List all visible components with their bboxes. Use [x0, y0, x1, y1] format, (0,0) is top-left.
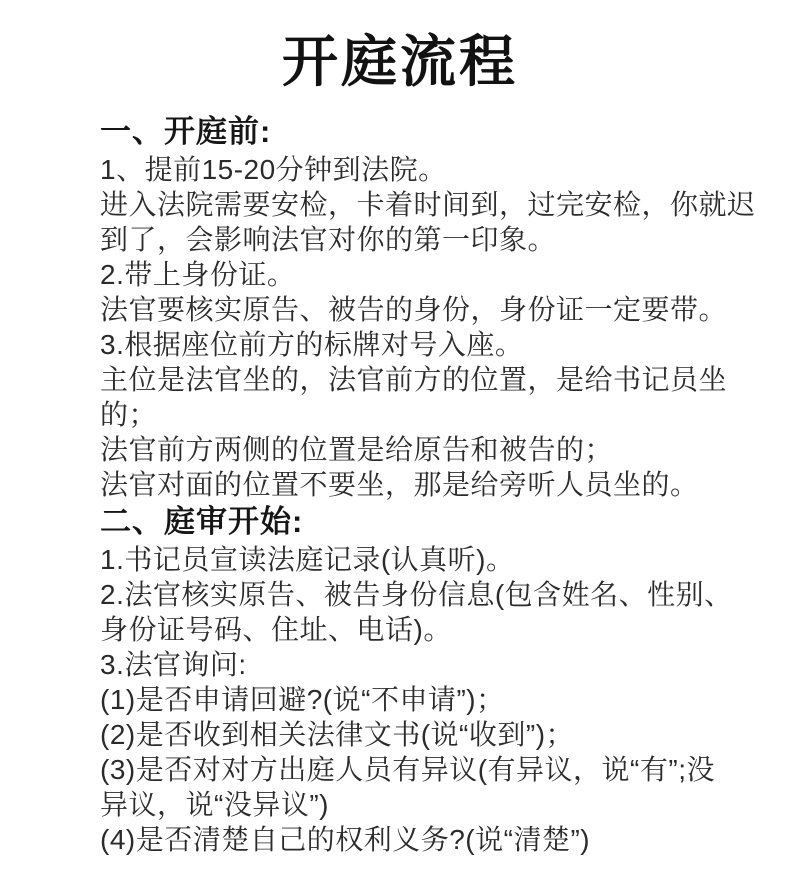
section-heading-before-hearing: 一、开庭前: [100, 114, 272, 149]
text-line: 2.带上身份证。 [100, 259, 296, 290]
text-line: 的； [100, 399, 158, 430]
text-line: (4)是否清楚自己的权利义务?(说“清楚”) [100, 824, 591, 855]
section-heading-hearing-start: 二、庭审开始: [100, 504, 304, 539]
text-line: 进入法院需要安检，卡着时间到，过完安检，你就迟 [100, 189, 756, 220]
text-line: 2.法官核实原告、被告身份信息(包含姓名、性别、 [100, 579, 733, 610]
text-line: (2)是否收到相关法律文书(说“收到”)； [100, 719, 575, 750]
text-line: 法官前方两侧的位置是给原告和被告的； [100, 434, 614, 465]
text-line: (3)是否对对方出庭人员有异议(有异议，说“有”;没 [100, 754, 715, 785]
text-line: 1、提前15-20分钟到法院。 [100, 154, 447, 185]
text-line: 主位是法官坐的，法官前方的位置，是给书记员坐 [100, 364, 728, 395]
text-line: 身份证号码、住址、电话)。 [100, 614, 452, 645]
text-line: 到了，会影响法官对你的第一印象。 [100, 224, 557, 255]
text-line: 1.书记员宣读法庭记录(认真听)。 [100, 544, 515, 575]
text-line: 3.根据座位前方的标牌对号入座。 [100, 329, 524, 360]
text-line: 法官要核实原告、被告的身份，身份证一定要带。 [100, 294, 728, 325]
text-line: (1)是否申请回避?(说“不申请”)； [100, 684, 505, 715]
page-title: 开庭流程 [282, 30, 518, 93]
text-line: 异议，说“没异议”) [100, 789, 329, 820]
text-line: 3.法官询问: [100, 649, 247, 680]
text-line: 法官对面的位置不要坐，那是给旁听人员坐的。 [100, 469, 699, 500]
document-body [0, 94, 800, 857]
